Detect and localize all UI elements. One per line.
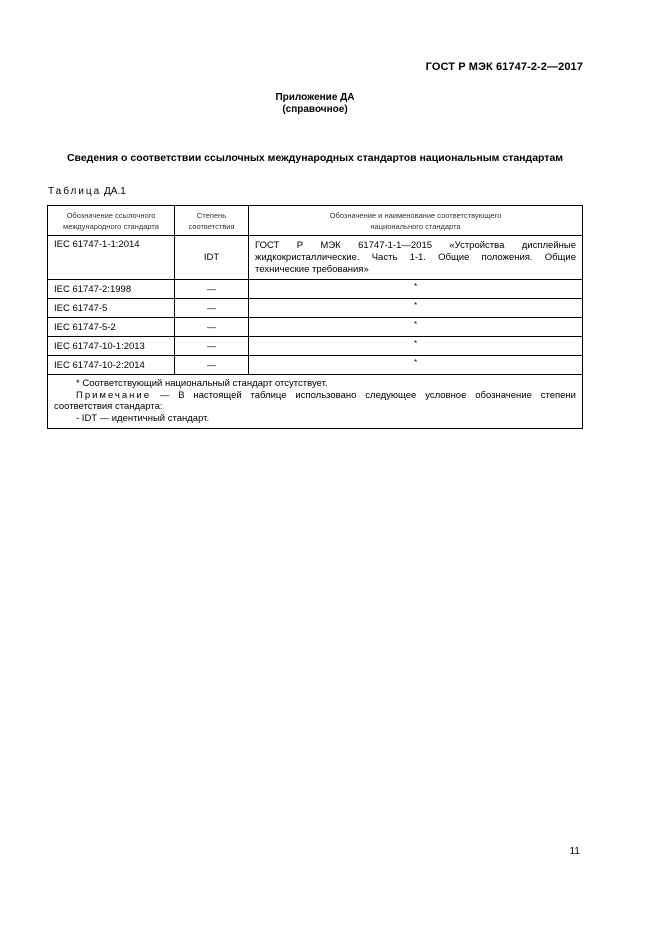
table-caption-number: ДА.1	[104, 186, 126, 197]
footnote-marker: *	[413, 281, 418, 291]
note-text: — В настоящей таблице использовано следующее условное обозначение степени соответствия стандарта:	[54, 389, 576, 412]
table-notes-row	[48, 375, 583, 429]
header-degree	[175, 206, 249, 236]
ref-standard-cell: IEC 61747-2:1998	[48, 280, 175, 299]
degree-cell: —	[175, 318, 249, 337]
table-caption	[48, 186, 126, 197]
section-heading: Сведения о соответствии ссылочных международных стандартов национальным стандартам	[66, 152, 564, 164]
table-row	[48, 236, 583, 280]
national-standard-cell: ГОСТ Р МЭК 61747-1-1—2015 «Устройства дисплейные жидкокристаллические. Часть 1-1. Общие положения. Общие технические требования»	[249, 236, 583, 280]
degree-cell: —	[175, 356, 249, 375]
standard-code: ГОСТ Р МЭК 61747-2-2—2017	[425, 61, 583, 73]
appendix-title-block	[0, 92, 630, 116]
footnote-marker: *	[413, 357, 418, 367]
degree-cell: IDT	[175, 236, 249, 280]
table-header-row	[48, 206, 583, 236]
note-paragraph	[54, 390, 576, 413]
header-degree-line1: Степень	[196, 210, 227, 220]
table-row	[48, 299, 583, 318]
national-standard-cell	[249, 356, 583, 375]
table-row	[48, 356, 583, 375]
degree-cell: —	[175, 337, 249, 356]
footnote-marker: *	[413, 338, 418, 348]
table-row	[48, 280, 583, 299]
degree-cell: —	[175, 299, 249, 318]
ref-standard-cell: IEC 61747-5-2	[48, 318, 175, 337]
header-national-line2: национального стандарта	[370, 221, 461, 231]
page-number: 11	[569, 846, 580, 857]
header-national-line1: Обозначение и наименование соответствующего	[329, 210, 502, 220]
national-standard-cell	[249, 337, 583, 356]
footnote-marker: *	[413, 319, 418, 329]
footnote-text: * Соответствующий национальный стандарт отсутствует.	[76, 378, 328, 389]
appendix-subtitle: (справочное)	[282, 104, 348, 115]
table-row	[48, 337, 583, 356]
header-degree-line2: соответствия	[188, 221, 235, 231]
ref-standard-cell: IEC 61747-5	[48, 299, 175, 318]
header-ref-line2: международного стандарта	[63, 221, 159, 231]
header-ref-standard	[48, 206, 175, 236]
table-row	[48, 318, 583, 337]
ref-standard-cell: IEC 61747-10-1:2013	[48, 337, 175, 356]
degree-cell: —	[175, 280, 249, 299]
table-notes	[48, 375, 583, 429]
header-ref-line1: Обозначение ссылочного	[66, 210, 156, 220]
header-national-standard	[249, 206, 583, 236]
national-standard-cell	[249, 318, 583, 337]
note-label: Примечание	[76, 389, 151, 401]
national-standard-cell	[249, 299, 583, 318]
conformity-table	[47, 205, 583, 429]
ref-standard-cell: IEC 61747-1-1:2014	[48, 236, 175, 280]
table-caption-word: Таблица	[48, 186, 102, 197]
national-standard-cell	[249, 280, 583, 299]
footnote-marker: *	[413, 300, 418, 310]
degree-legend: - IDT — идентичный стандарт.	[76, 412, 210, 424]
appendix-title: Приложение ДА	[275, 92, 355, 103]
ref-standard-cell: IEC 61747-10-2:2014	[48, 356, 175, 375]
